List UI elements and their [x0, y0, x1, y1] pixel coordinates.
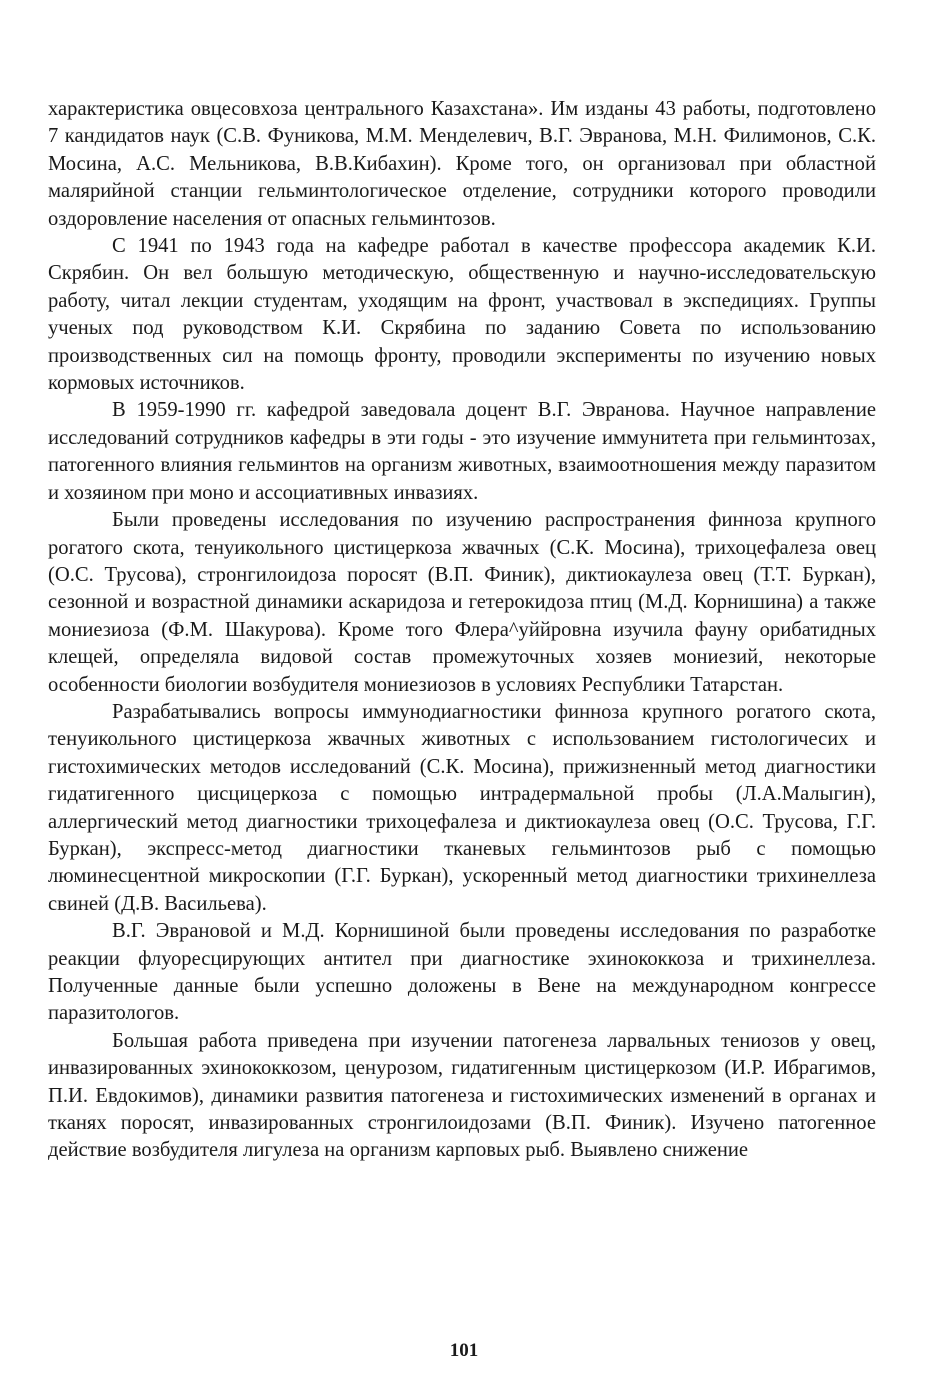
paragraph-5: Разрабатывались вопросы иммунодиагностики финноза крупного рогатого скота, тенуикольного цистицеркоза жвачных животных с использованием гистологичесих и гистохимических методов исследований (С.К. Мосина), прижизненный метод диагностики гидатигенного цисцицеркоза с помощью интрадермальной пробы (Л.А.Малыгин), аллергический метод диагностики трихоцефалеза и диктиокаулеза овец (О.С. Трусова, Г.Г. Буркан), экспресс-метод диагностики тканевых гельминтозов рыб с помощью люминесцентной микроскопии (Г.Г. Буркан), ускоренный метод диагностики трихинеллеза свиней (Д.В. Васильева). — [48, 700, 876, 915]
paragraph-6: В.Г. Эврановой и М.Д. Корнишиной были проведены исследования по разработке реакции флуоресцирующих антител при диагностике эхинококкоза и трихинеллеза. Полученные данные были успешно доложены в Вене на международном конгрессе паразитологов. — [48, 920, 876, 1025]
paragraph-1: характеристика овцесовхоза центрального Казахстана». Им изданы 43 работы, подготовлено 7 кандидатов наук (С.В. Фуникова, М.М. Менделевич, В.Г. Эвранова, М.Н. Филимонов, С.К. Мосина, А.С. Мельникова, В.В.Кибахин). Кроме того, он организовал при областной малярийной станции гельминтологическое отделение, сотрудники которого проводили оздоровление населения от опасных гельминтозов. — [48, 98, 876, 230]
body-text — [48, 96, 876, 1165]
paragraph-3: В 1959-1990 гг. кафедрой заведовала доцент В.Г. Эвранова. Научное направление исследований сотрудников кафедры в эти годы - это изучение иммунитета при гельминтозах, патогенного влияния гельминтов на организм животных, взаимоотношения между паразитом и хозяином при моно и ассоциативных инвазиях. — [48, 399, 876, 504]
paragraph-2: С 1941 по 1943 года на кафедре работал в качестве профессора академик К.И. Скрябин. Он вел большую методическую, общественную и научно-исследовательскую работу, читал лекции студентам, уходящим на фронт, участвовал в экспедициях. Группы ученых под руководством К.И. Скрябина по заданию Совета по использованию производственных сил на помощь фронту, проводили эксперименты по изучению новых кормовых источников. — [48, 235, 876, 395]
paragraph-4: Были проведены исследования по изучению распространения финноза крупного рогатого скота, тенуикольного цистицеркоза жвачных (С.К. Мосина), трихоцефалеза овец (О.С. Трусова), стронгилоидоза поросят (В.П. Финик), диктиокаулеза овец (Т.Т. Буркан), сезонной и возрастной динамики аскаридоза и гетерокидоза птиц (М.Д. Корнишина) а также мониезиоза (Ф.М. Шакурова). Кроме того Флера^уййровна изучила фауну орибатидных клещей, определяла видовой состав промежуточных хозяев мониезий, некоторые особенности биологии возбудителя мониезиозов в условиях Республики Татарстан. — [48, 509, 876, 696]
paragraph-7: Большая работа приведена при изучении патогенеза ларвальных тениозов у овец, инвазированных эхинококкозом, ценурозом, гидатигенным цистицеркозом (И.Р. Ибрагимов, П.И. Евдокимов), динамики развития патогенеза и гистохимических изменений в органах и тканях поросят, инвазированных стронгилоидозами (В.П. Финик). Изучено патогенное действие возбудителя лигулеза на организм карповых рыб. Выявлено снижение — [48, 1029, 876, 1162]
page-number: 101 — [449, 1340, 479, 1361]
